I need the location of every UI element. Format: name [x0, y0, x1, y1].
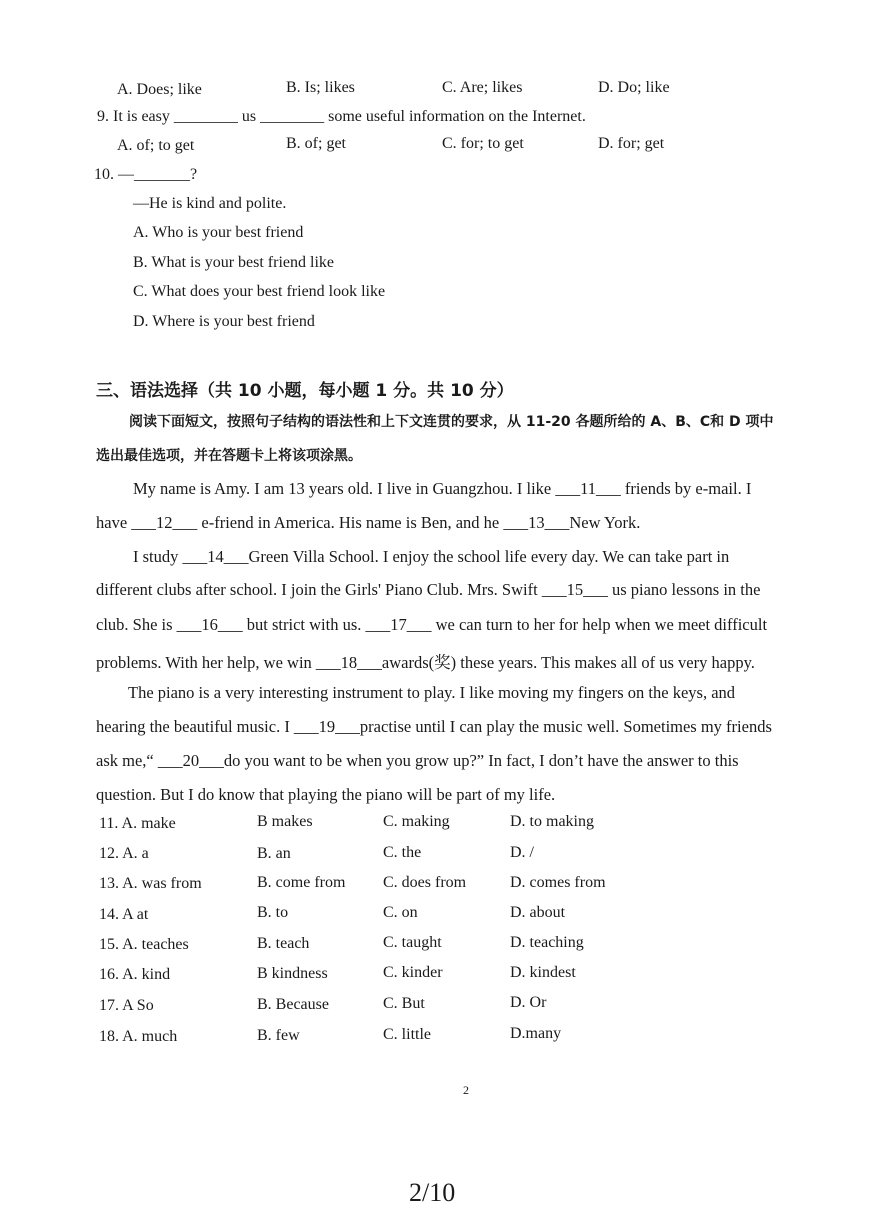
q8-option-a: A. Does; like — [117, 81, 202, 98]
choice-17-b: B. Because — [257, 996, 329, 1013]
choice-12-a: 12. A. a — [99, 845, 149, 862]
q9-option-b: B. of; get — [286, 135, 346, 152]
passage-line: ask me,“ ___20___do you want to be when you grow up?” In fact, I don’t have the answer to this — [96, 751, 739, 770]
q10-option-a: A. Who is your best friend — [133, 224, 304, 241]
choice-17-a: 17. A So — [99, 997, 154, 1014]
choice-13-a: 13. A. was from — [99, 875, 202, 892]
q9-option-d: D. for; get — [598, 135, 665, 152]
q8-option-d: D. Do; like — [598, 79, 670, 96]
choice-14-c: C. on — [383, 904, 418, 921]
passage-line: club. She is ___16___ but strict with us. ___17___ we can turn to her for help when we meet difficult — [96, 615, 768, 634]
passage-line: hearing the beautiful music. I ___19___practise until I can play the music well. Sometimes my friends — [96, 717, 772, 736]
choice-12-c: C. the — [383, 844, 422, 861]
choice-12-b: B. an — [257, 845, 291, 862]
choice-15-a: 15. A. teaches — [99, 936, 189, 953]
choice-14-d: D. about — [510, 904, 566, 921]
passage-line: My name is Amy. I am 13 years old. I live in Guangzhou. I like ___11___ friends by e-mail. I — [133, 479, 752, 498]
section-instruction-line2: 选出最佳选项，并在答题卡上将该项涂黑。 — [96, 448, 362, 464]
choice-18-a: 18. A. much — [99, 1028, 178, 1045]
choice-17-d: D. Or — [510, 994, 547, 1011]
choice-11-c: C. making — [383, 813, 450, 830]
q10-reply: —He is kind and polite. — [133, 195, 287, 212]
q9-stem: 9. It is easy ________ us ________ some useful information on the Internet. — [97, 108, 586, 125]
page-number: 2 — [463, 1083, 469, 1097]
passage-line: question. But I do know that playing the piano will be part of my life. — [96, 785, 556, 804]
choice-16-d: D. kindest — [510, 964, 576, 981]
choice-14-a: 14. A at — [99, 906, 149, 923]
choice-13-b: B. come from — [257, 874, 346, 891]
choice-11-d: D. to making — [510, 813, 594, 830]
choice-12-d: D. / — [510, 844, 534, 861]
choice-15-b: B. teach — [257, 935, 310, 952]
choice-18-b: B. few — [257, 1027, 300, 1044]
q8-option-c: C. Are; likes — [442, 79, 523, 96]
passage-line: different clubs after school. I join the Girls' Piano Club. Mrs. Swift ___15___ us piano lessons in the — [96, 580, 761, 599]
q9-option-a: A. of; to get — [117, 137, 195, 154]
q9-option-c: C. for; to get — [442, 135, 524, 152]
q10-option-c: C. What does your best friend look like — [133, 283, 386, 300]
section-heading: 三、语法选择（共 10 小题，每小题 1 分。共 10 分） — [96, 381, 514, 401]
q8-option-b: B. Is; likes — [286, 79, 355, 96]
section-instruction-line1: 阅读下面短文，按照句子结构的语法性和上下文连贯的要求，从 11-20 各题所给的 A、B、C和 D 项中 — [129, 414, 774, 430]
choice-18-c: C. little — [383, 1026, 431, 1043]
choice-11-b: B makes — [257, 813, 313, 830]
q10-option-d: D. Where is your best friend — [133, 313, 315, 330]
choice-18-d: D.many — [510, 1025, 562, 1042]
choice-14-b: B. to — [257, 904, 289, 921]
choice-15-c: C. taught — [383, 934, 442, 951]
choice-16-b: B kindness — [257, 965, 328, 982]
passage-line: The piano is a very interesting instrument to play. I like moving my fingers on the keys, and — [128, 683, 736, 702]
q10-stem: 10. —_______? — [94, 166, 198, 183]
passage-line: I study ___14___Green Villa School. I enjoy the school life every day. We can take part in — [133, 547, 730, 566]
choice-11-a: 11. A. make — [99, 815, 176, 832]
choice-13-d: D. comes from — [510, 874, 606, 891]
page-footer: 2/10 — [409, 1178, 456, 1207]
q10-option-b: B. What is your best friend like — [133, 254, 334, 271]
choice-13-c: C. does from — [383, 874, 467, 891]
passage-line: have ___12___ e-friend in America. His name is Ben, and he ___13___New York. — [96, 513, 641, 532]
choice-15-d: D. teaching — [510, 934, 584, 951]
choice-16-a: 16. A. kind — [99, 966, 171, 983]
choice-17-c: C. But — [383, 995, 425, 1012]
choice-16-c: C. kinder — [383, 964, 443, 981]
passage-line: problems. With her help, we win ___18___awards(奖) these years. This makes all of us very happy. — [96, 653, 755, 672]
